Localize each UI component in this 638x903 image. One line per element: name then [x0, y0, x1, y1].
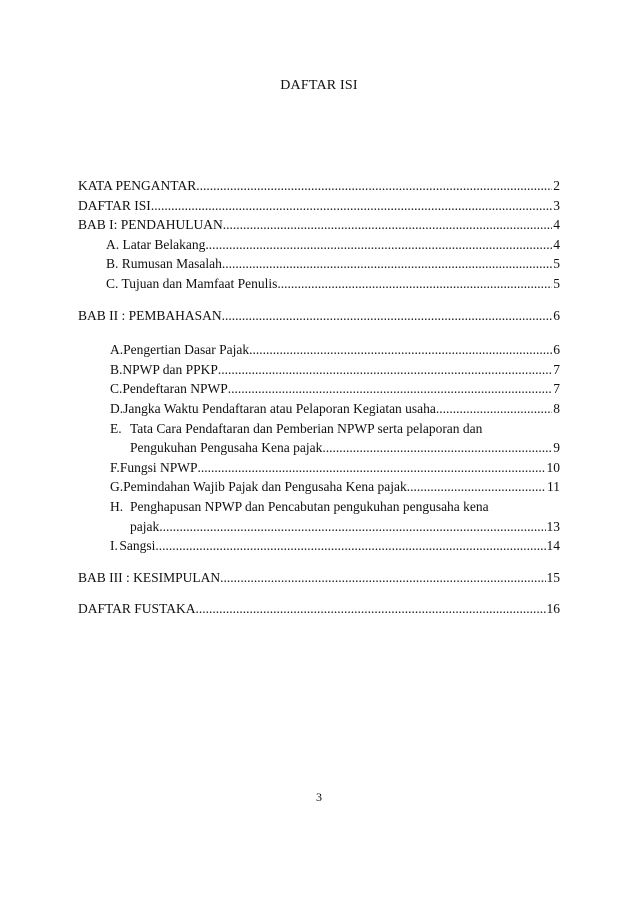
toc-entry-label: C. Tujuan dan Mamfaat Penulis — [106, 275, 278, 291]
page-number: 3 — [316, 790, 322, 804]
toc-entry-bab-1-a — [78, 235, 560, 255]
toc-entry-label: BAB III : KESIMPULAN — [78, 569, 221, 585]
dot-leader — [228, 379, 553, 399]
toc-entry-daftar-fustaka — [78, 599, 560, 619]
toc-entry-bab-2-b — [78, 360, 560, 380]
toc-entry-bab-3 — [78, 568, 560, 588]
toc-entry-bab-2-i — [78, 536, 560, 556]
toc-entry-letter: E. — [110, 420, 122, 436]
toc-entry-kata-pengantar — [78, 176, 560, 196]
toc-entry-label: Pengukuhan Pengusaha Kena pajak — [130, 440, 323, 456]
dot-leader — [249, 340, 552, 360]
toc-entry-bab-1 — [78, 215, 560, 235]
toc-entry-page: 10 — [546, 459, 560, 475]
toc-entry-letter: G. — [110, 479, 124, 495]
toc-entry-label: BAB II : PEMBAHASAN — [78, 307, 222, 323]
dot-leader — [218, 360, 552, 380]
toc-entry-label: B. Rumusan Masalah — [106, 256, 222, 272]
toc-entry-bab-2-h-line-1 — [78, 497, 560, 517]
toc-entry-letter: I. — [110, 538, 118, 554]
toc-entry-label: Pemindahan Wajib Pajak dan Pengusaha Kena pajak — [123, 479, 407, 495]
toc-entry-page: 5 — [553, 256, 560, 272]
dot-leader — [196, 176, 552, 196]
toc-entry-bab-2-e-line-1 — [78, 419, 560, 439]
toc-entry-label: A. Latar Belakang — [106, 236, 206, 252]
dot-leader — [159, 517, 545, 537]
toc-entry-page: 7 — [553, 361, 560, 377]
toc-entry-label: Jangka Waktu Pendaftaran atau Pelaporan Kegiatan usaha — [123, 400, 436, 416]
dot-leader — [436, 399, 552, 419]
toc-entry-page: 15 — [546, 569, 560, 585]
dot-leader — [151, 196, 552, 216]
dot-leader — [407, 477, 546, 497]
toc-entry-bab-1-c — [78, 274, 560, 294]
toc-entry-letter: F. — [110, 459, 120, 475]
table-of-contents — [78, 176, 560, 619]
dot-leader — [322, 438, 552, 458]
dot-leader — [277, 274, 552, 294]
toc-entry-label: Tata Cara Pendaftaran dan Pemberian NPWP serta pelaporan dan — [130, 420, 483, 436]
toc-entry-bab-2-e-line-2 — [78, 438, 560, 458]
toc-entry-bab-2-h-line-2 — [78, 517, 560, 537]
toc-entry-page: 14 — [546, 538, 560, 554]
toc-entry-page: 5 — [553, 275, 560, 291]
toc-entry-label: DAFTAR ISI — [78, 197, 151, 213]
dot-leader — [222, 306, 553, 326]
toc-entry-letter: C. — [110, 381, 123, 397]
toc-entry-letter: B. — [110, 361, 123, 377]
toc-entry-label: DAFTAR FUSTAKA — [78, 601, 196, 617]
toc-entry-daftar-isi — [78, 196, 560, 216]
toc-entry-page: 4 — [553, 236, 560, 252]
toc-entry-page: 6 — [553, 342, 560, 358]
toc-entry-letter: A. — [110, 342, 124, 358]
toc-entry-page: 11 — [547, 479, 560, 495]
toc-entry-page: 2 — [553, 178, 560, 193]
toc-entry-bab-2-g — [78, 477, 560, 497]
toc-entry-page: 6 — [553, 307, 560, 323]
dot-leader — [155, 536, 545, 556]
toc-entry-letter: D. — [110, 400, 124, 416]
dot-leader — [205, 235, 552, 255]
toc-entry-letter: H. — [110, 498, 124, 514]
toc-entry-label: Pengertian Dasar Pajak — [123, 342, 250, 358]
toc-entry-bab-2-f — [78, 458, 560, 478]
toc-entry-bab-2-d — [78, 399, 560, 419]
toc-entry-label: BAB I: PENDAHULUAN — [78, 217, 223, 233]
toc-entry-page: 3 — [553, 197, 560, 213]
toc-entry-bab-2 — [78, 306, 560, 326]
dot-leader — [223, 215, 553, 235]
dot-leader — [222, 254, 552, 274]
dot-leader — [220, 568, 545, 588]
toc-entry-label: NPWP dan PPKP — [122, 361, 218, 377]
toc-entry-bab-1-b — [78, 254, 560, 274]
toc-entry-label: Pendeftaran NPWP — [122, 381, 228, 397]
toc-entry-page: 8 — [553, 400, 560, 416]
toc-entry-page: 4 — [553, 217, 560, 233]
toc-entry-bab-2-a — [78, 340, 560, 360]
toc-entry-label: Penghapusan NPWP dan Pencabutan pengukuhan pengusaha kena — [130, 498, 489, 514]
toc-entry-page: 16 — [546, 601, 560, 617]
toc-entry-label: pajak — [130, 518, 160, 534]
toc-entry-label: Fungsi NPWP — [119, 459, 198, 475]
toc-entry-page: 9 — [553, 440, 560, 456]
toc-entry-label: Sangsi — [119, 538, 156, 554]
page-title: DAFTAR ISI — [280, 78, 358, 93]
toc-entry-page: 7 — [553, 381, 560, 397]
toc-entry-bab-2-c — [78, 379, 560, 399]
toc-entry-label: KATA PENGANTAR — [78, 178, 197, 193]
dot-leader — [195, 599, 545, 619]
toc-entry-page: 13 — [546, 518, 560, 534]
dot-leader — [197, 458, 545, 478]
